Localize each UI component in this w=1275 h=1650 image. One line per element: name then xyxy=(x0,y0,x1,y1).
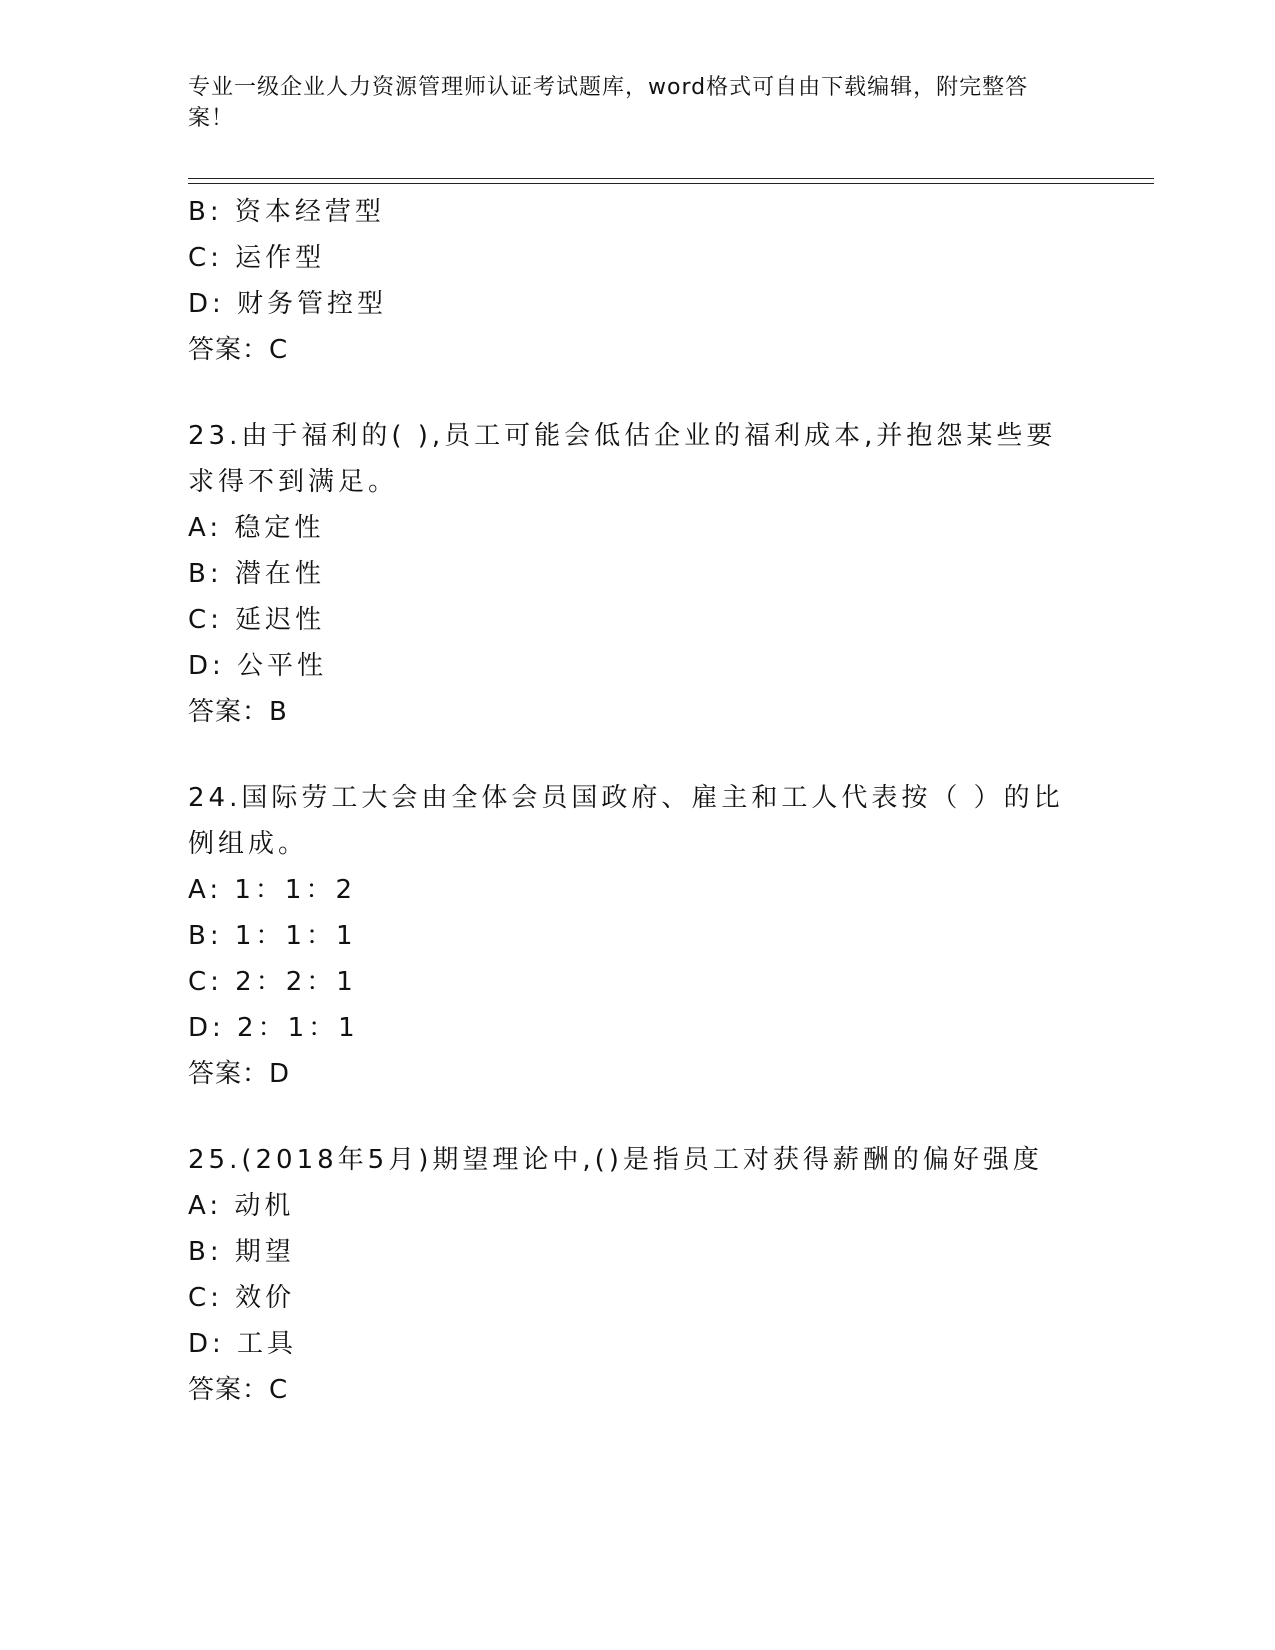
option-a: A: 动机 xyxy=(188,1191,295,1221)
question-block-23 xyxy=(188,413,1088,735)
question-text: 25.(2018年5月)期望理论中,()是指员工对获得薪酬的偏好强度 xyxy=(188,1145,1043,1175)
option-c: C: 2：2：1 xyxy=(188,967,357,997)
option-d: D: 公平性 xyxy=(188,651,328,681)
spacer xyxy=(188,735,1088,775)
question-content xyxy=(188,189,1088,1413)
answer: 答案：C xyxy=(188,1375,289,1405)
answer: 答案：B xyxy=(188,697,288,727)
option-b: B: 资本经营型 xyxy=(188,197,385,227)
option-d: D: 2：1：1 xyxy=(188,1013,359,1043)
option-d: D: 工具 xyxy=(188,1329,298,1359)
option-a: A: 稳定性 xyxy=(188,513,325,543)
option-a: A: 1：1：2 xyxy=(188,875,356,905)
option-d: D: 财务管控型 xyxy=(188,289,388,319)
header-rule-top xyxy=(188,178,1154,179)
question-block-25 xyxy=(188,1137,1088,1413)
option-c: C: 延迟性 xyxy=(188,605,326,635)
spacer xyxy=(188,1097,1088,1137)
option-c: C: 效价 xyxy=(188,1283,296,1313)
question-text: 24.国际劳工大会由全体会员国政府、雇主和工人代表按（ ）的比例组成。 xyxy=(188,783,1064,859)
spacer xyxy=(188,373,1088,413)
question-text: 23.由于福利的( ),员工可能会低估企业的福利成本,并抱怨某些要求得不到满足。 xyxy=(188,421,1057,497)
header-rule-bottom xyxy=(188,183,1154,184)
option-b: B: 期望 xyxy=(188,1237,295,1267)
question-block-24 xyxy=(188,775,1088,1097)
option-c: C: 运作型 xyxy=(188,243,326,273)
option-b: B: 1：1：1 xyxy=(188,921,357,951)
option-b: B: 潜在性 xyxy=(188,559,325,589)
document-header: 专业一级企业人力资源管理师认证考试题库，word格式可自由下载编辑，附完整答案！ xyxy=(188,75,1029,131)
answer: 答案：C xyxy=(188,335,289,365)
answer: 答案：D xyxy=(188,1059,291,1089)
question-block-22 xyxy=(188,189,1088,373)
